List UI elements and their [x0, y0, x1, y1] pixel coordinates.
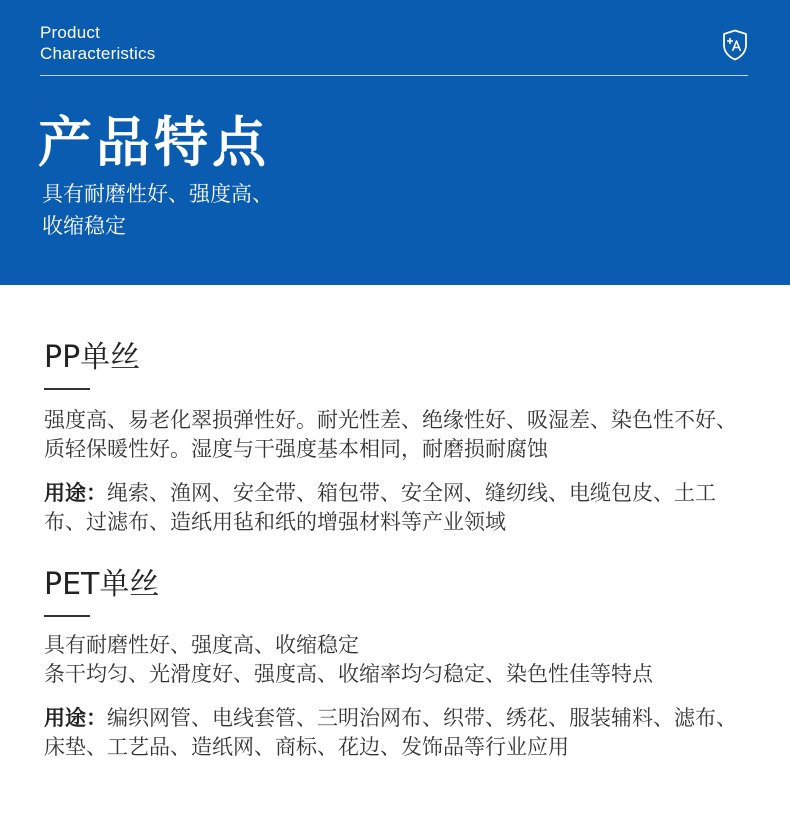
pet-usage-label: 用途： [44, 706, 107, 730]
pp-usage-text: 绳索、渔网、安全带、箱包带、安全网、缝纫线、电缆包皮、土工布、过滤布、造纸用毡和纸的增强材料等产业领域 [44, 481, 716, 534]
pet-section-title: PET单丝 [44, 567, 160, 602]
header-divider [40, 75, 748, 76]
subtitle-line-1: 具有耐磨性好、强度高、 [42, 182, 273, 206]
pet-description [44, 631, 754, 689]
pp-description: 强度高、易老化翠损弹性好。耐光性差、绝缘性好、吸湿差、染色性不好、质轻保暖性好。湿度与干强度基本相同，耐磨损耐腐蚀 [44, 408, 737, 461]
subtitle-line-2: 收缩稳定 [42, 214, 126, 238]
page-subtitle [42, 178, 273, 242]
pet-usage [44, 704, 754, 762]
pp-usage-label: 用途： [44, 481, 107, 505]
pp-usage [44, 479, 754, 537]
pet-description-line-2: 条干均匀、光滑度好、强度高、收缩率均匀稳定、染色性佳等特点 [44, 662, 653, 686]
label-line-2: Characteristics [40, 44, 156, 63]
pet-description-line-1: 具有耐磨性好、强度高、收缩稳定 [44, 633, 359, 657]
pp-title-underline [44, 388, 90, 390]
product-characteristics-label [40, 22, 155, 64]
pet-section [44, 565, 754, 762]
page-title: 产品特点 [38, 111, 270, 174]
pp-section [44, 338, 754, 537]
header-banner [0, 0, 790, 285]
pet-usage-text: 编织网管、电线套管、三明治网布、织带、绣花、服装辅料、滤布、床垫、工艺品、造纸网、商标、花边、发饰品等行业应用 [44, 706, 737, 759]
pp-section-title: PP单丝 [44, 340, 141, 375]
pet-title-underline [44, 615, 90, 617]
shield-star-a-icon [722, 29, 748, 61]
label-line-1: Product [40, 23, 100, 42]
